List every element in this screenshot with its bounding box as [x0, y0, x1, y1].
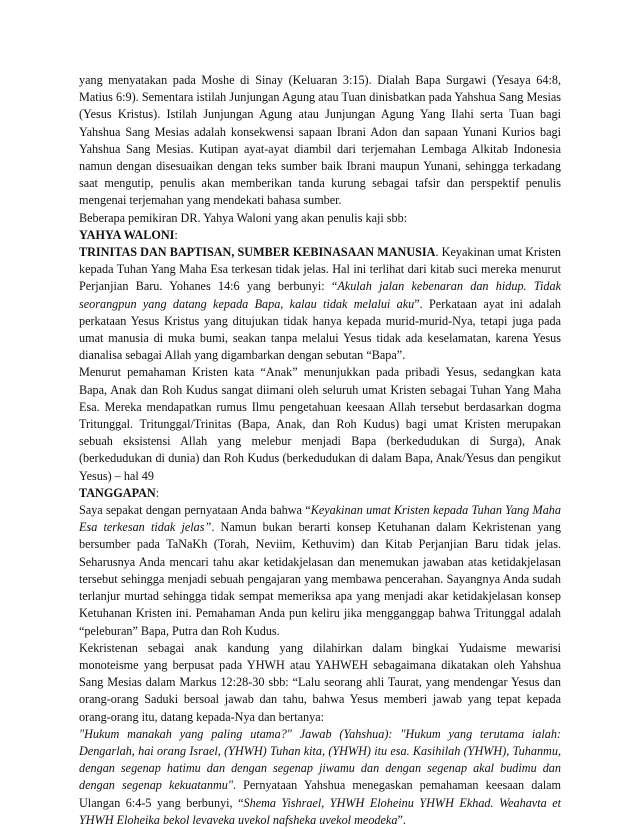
document-page: [79, 72, 561, 829]
shema-quote: Shema Yishrael, YHWH Eloheinu YHWH Ekhad. Weahavta et YHWH Eloheika bekol levaveka uvekol nafsheka uvekol meodeka: [79, 795, 561, 827]
hukum-text-a: . Pernyataan Yahshua menegaskan pemahaman keesaan dalam Ulangan 6:4-5 yang berbunyi, “: [79, 778, 561, 810]
trinitas-text-a: . Keyakinan umat Kristen kepada Tuhan Yang Maha Esa terkesan tidak jelas. Hal ini terlihat dari kitab suci mereka menurut Perjanjian Baru. Yohanes 14:6 yang berbunyi: “: [79, 245, 561, 294]
trinitas-quote: Akulah jalan kebenaran dan hidup. Tidak seorangpun yang datang kepada Bapa, kalau tidak melalui aku: [79, 279, 561, 311]
heading-waloni-colon: :: [174, 227, 178, 242]
paragraph-intro: [79, 72, 561, 210]
list-intro-text: Beberapa pemikiran DR. Yahya Waloni yang akan penulis kaji sbb:: [79, 210, 408, 225]
paragraph-kekristenan: [79, 640, 561, 726]
paragraph-response: [79, 502, 561, 640]
heading-tanggapan: [79, 485, 561, 502]
anak-text: Menurut pemahaman Kristen kata “Anak” menunjukkan pada pribadi Yesus, sedangkan kata Bapa, Anak dan Roh Kudus sangat diimani oleh seluruh umat Kristen sebagai Tuhan Yang Maha Esa. Mereka mendapatkan rumus Ilmu pengetahuan keesaan Allah tersebut berdasarkan dogma Tritunggal. Tritunggal/Trinitas (Bapa, Anak, dan Roh Kudus) bagi umat Kristen merupakan sebuah eksistensi Allah yang melebur menjadi Bapa (berkedudukan di Surga), Anak (berkedudukan di dunia) dan Roh Kudus (berkedudukan di dalam Bapa, Anak/Yesus dan pengikut Yesus) – hal 49: [79, 365, 561, 483]
paragraph-list-intro: [79, 210, 561, 227]
paragraph-trinitas: [79, 244, 561, 364]
hukum-quote: "Hukum manakah yang paling utama?" Jawab (Yahshua): "Hukum yang terutama ialah: Dengarlah, hai orang Israel, (YHWH) Tuhan kita, (YHWH) itu esa. Kasihilah (YHWH), Tuhanmu, dengan segenap hatimu dan dengan segenap jiwamu dan dengan segenap akal budimu dan dengan segenap kekuatanmu": [79, 726, 561, 793]
heading-tanggapan-text: TANGGAPAN: [79, 485, 156, 500]
response-text-a: Saya sepakat dengan pernyataan Anda bahwa “: [79, 503, 311, 518]
intro-text: yang menyatakan pada Moshe di Sinay (Keluaran 3:15). Dialah Bapa Surgawi (Yesaya 64:8, Matius 6:9). Sementara istilah Junjungan Agung atau Tuan dinisbatkan pada Yahshua Sang Mesias (Yesus Kristus). Istilah Junjungan Agung atau Junjungan Agung Yang Ilahi serta Tuan bagi Yahshua Sang Mesias adalah konsekwensi sapaan Ibrani Adon dan sapaan Yunani Kurios bagi Yahshua Sang Mesias. Kutipan ayat-ayat diambil dari terjemahan Lembaga Alkitab Indonesia namun dengan disesuaikan dengan teks sumber baik Ibrani maupun Yunani, sehingga terkadang saat mengutip, penulis akan memberikan tanda kurung sebagai tafsir dan perspektif penulis mengenai terjemahan yang mendekati bahasa sumber.: [79, 73, 561, 208]
paragraph-hukum: [79, 726, 561, 829]
hukum-text-b: ”.: [397, 812, 406, 827]
trinitas-heading: TRINITAS DAN BAPTISAN, SUMBER KEBINASAAN MANUSIA: [79, 245, 436, 260]
heading-tanggapan-colon: :: [155, 485, 160, 500]
paragraph-anak: [79, 364, 561, 484]
response-quote: Keyakinan umat Kristen kepada Tuhan Yang Maha Esa terkesan tidak jelas”: [79, 503, 561, 535]
trinitas-text-b: ”. Perkataan ayat ini adalah perkataan Yesus Kristus yang ditujukan tidak hanya kepada murid-murid-Nya, tetapi juga pada umat manusia di muka bumi, seakan tanpa melalui Yesus tidak ada keselamatan, karena Yesus dianalisa sebagai Allah yang digambarkan dengan sebutan “Bapa”.: [79, 296, 561, 363]
kekristenan-text: Kekristenan sebagai anak kandung yang dilahirkan dalam bingkai Yudaisme mewarisi monoteisme yang berpusat pada YHWH atau YAHWEH sebagaimana dikatakan oleh Yahshua Sang Mesias dalam Markus 12:28-30 sbb: “Lalu seorang ahli Taurat, yang mendengar Yesus dan orang-orang Saduki bersoal jawab dan tahu, bahwa Yesus memberi jawab yang tepat kepada orang-orang itu, datang kepada-Nya dan bertanya:: [79, 640, 561, 724]
heading-waloni-text: YAHYA WALONI: [79, 227, 175, 242]
heading-yahya-waloni: [79, 227, 561, 244]
response-text-b: . Namun bukan berarti konsep Ketuhanan dalam Kekristenan yang bersumber pada TaNaKh (Torah, Neviim, Kethuvim) dan Kitab Perjanjian Baru tidak jelas. Seharusnya Anda mencari tahu akar ketidakjelasan dan menemukan jawaban atas ketidakjelasan tersebut sehingga menjadi sebuah pengajaran yang membawa pencerahan. Sayangnya Anda sudah terlanjur murtad sehingga tidak sempat memeriksa apa yang menjadi akar ketidakjelasan konsep Ketuhanan Kristen ini. Pemahaman Anda pun keliru jika mengganggap bahwa Tritunggal adalah “peleburan” Bapa, Putra dan Roh Kudus.: [79, 520, 562, 638]
